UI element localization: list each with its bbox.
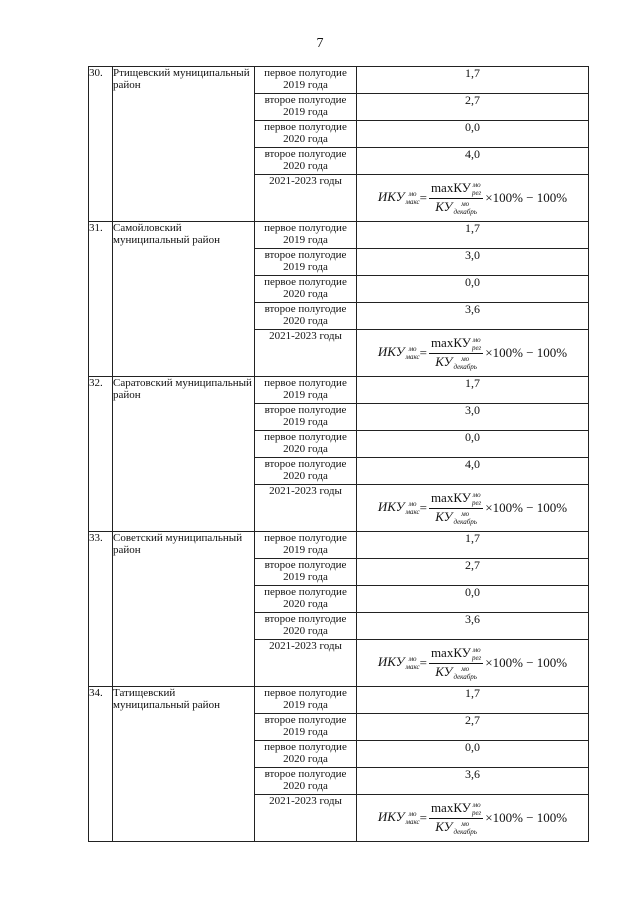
formula-equals: = <box>419 345 427 360</box>
municipality-name: Татищевский муниципальный район <box>113 687 255 842</box>
period-label: первое полугодие 2020 года <box>255 276 357 303</box>
index-value: 3,6 <box>357 768 589 795</box>
formula-lhs-superscript: мо <box>408 655 417 663</box>
period-label: первое полугодие 2019 года <box>255 67 357 94</box>
formula-tail: ×100% − 100% <box>485 810 568 825</box>
formula-denominator-indices <box>453 820 477 836</box>
index-value: 2,7 <box>357 559 589 586</box>
formula-denominator-indices <box>453 355 477 371</box>
formula-denominator-base: КУ <box>435 508 453 524</box>
table-row <box>89 222 589 249</box>
municipality-name: Самойловский муниципальный район <box>113 222 255 377</box>
index-value: 1,7 <box>357 532 589 559</box>
municipality-name: Ртищевский муниципальный район <box>113 67 255 222</box>
row-number: 30. <box>89 67 113 222</box>
formula-numerator-subscript: рег <box>471 808 482 817</box>
table-row <box>89 532 589 559</box>
period-label: второе полугодие 2019 года <box>255 94 357 121</box>
formula-equals: = <box>419 190 427 205</box>
table-row <box>89 687 589 714</box>
formula-numerator-indices <box>472 336 481 352</box>
period-label: второе полугодие 2019 года <box>255 559 357 586</box>
formula-lhs-base: ИКУ <box>377 188 405 204</box>
formula-numerator <box>429 801 483 819</box>
period-label: первое полугодие 2019 года <box>255 222 357 249</box>
municipality-name: Советский муниципальный район <box>113 532 255 687</box>
formula-numerator-subscript: рег <box>471 343 482 352</box>
formula-lhs-indices <box>406 810 420 826</box>
formula-lhs-subscript: макс <box>405 353 420 361</box>
formula-denominator <box>435 354 477 371</box>
period-label: первое полугодие 2020 года <box>255 121 357 148</box>
formula-lhs-indices <box>406 500 420 516</box>
index-value: 3,0 <box>357 249 589 276</box>
page-number: 7 <box>316 36 324 51</box>
municipality-name: Саратовский муниципальный район <box>113 377 255 532</box>
formula-lhs <box>378 345 420 361</box>
formula-numerator-subscript: рег <box>471 188 482 197</box>
index-value: 0,0 <box>357 431 589 458</box>
formula-tail: ×100% − 100% <box>485 500 568 515</box>
formula <box>357 175 588 221</box>
formula-denominator-subscript: декабрь <box>453 362 477 371</box>
formula-fraction <box>429 491 483 526</box>
formula-numerator <box>429 181 483 199</box>
formula-denominator-superscript: мо <box>461 509 470 518</box>
formula-lhs-indices <box>406 655 420 671</box>
formula-numerator <box>429 336 483 354</box>
formula-numerator <box>429 646 483 664</box>
formula-lhs-base: ИКУ <box>377 653 405 669</box>
formula-denominator-indices <box>453 665 477 681</box>
formula-fraction <box>429 336 483 371</box>
period-label: первое полугодие 2019 года <box>255 532 357 559</box>
formula-lhs-base: ИКУ <box>377 808 405 824</box>
formula-numerator-indices <box>472 801 481 817</box>
row-number: 34. <box>89 687 113 842</box>
tariff-table <box>88 66 589 842</box>
formula-numerator-superscript: мо <box>472 335 481 344</box>
formula-numerator <box>429 491 483 509</box>
index-value: 4,0 <box>357 148 589 175</box>
index-value: 2,7 <box>357 94 589 121</box>
period-label: первое полугодие 2019 года <box>255 687 357 714</box>
period-label: второе полугодие 2020 года <box>255 148 357 175</box>
formula-lhs <box>378 655 420 671</box>
period-label: первое полугодие 2020 года <box>255 741 357 768</box>
period-label: 2021-2023 годы <box>255 485 357 532</box>
formula-denominator-base: КУ <box>435 663 453 679</box>
formula-lhs-indices <box>406 345 420 361</box>
row-number: 32. <box>89 377 113 532</box>
formula-tail: ×100% − 100% <box>485 190 568 205</box>
formula-numerator-base: maxКУ <box>430 799 471 815</box>
formula-lhs-subscript: макс <box>405 508 420 516</box>
formula-lhs-subscript: макс <box>405 818 420 826</box>
formula-numerator-superscript: мо <box>472 800 481 809</box>
formula-denominator-subscript: декабрь <box>453 517 477 526</box>
period-label: второе полугодие 2020 года <box>255 303 357 330</box>
period-label: второе полугодие 2020 года <box>255 768 357 795</box>
formula-numerator-indices <box>472 646 481 662</box>
formula-numerator-superscript: мо <box>472 180 481 189</box>
index-value: 0,0 <box>357 121 589 148</box>
formula-numerator-subscript: рег <box>471 653 482 662</box>
formula-cell <box>357 795 589 842</box>
formula-denominator-indices <box>453 510 477 526</box>
index-value: 1,7 <box>357 687 589 714</box>
period-label: первое полугодие 2020 года <box>255 431 357 458</box>
row-number: 31. <box>89 222 113 377</box>
period-label: первое полугодие 2020 года <box>255 586 357 613</box>
period-label: 2021-2023 годы <box>255 795 357 842</box>
formula-lhs <box>378 810 420 826</box>
index-value: 1,7 <box>357 377 589 404</box>
formula-lhs-base: ИКУ <box>377 343 405 359</box>
period-label: 2021-2023 годы <box>255 330 357 377</box>
formula-lhs-superscript: мо <box>408 500 417 508</box>
formula-lhs-superscript: мо <box>408 810 417 818</box>
index-value: 2,7 <box>357 714 589 741</box>
formula-lhs-subscript: макс <box>405 663 420 671</box>
row-number: 33. <box>89 532 113 687</box>
formula-denominator <box>435 819 477 836</box>
formula <box>357 485 588 531</box>
index-value: 4,0 <box>357 458 589 485</box>
formula-numerator-superscript: мо <box>472 490 481 499</box>
formula-cell <box>357 330 589 377</box>
period-label: второе полугодие 2020 года <box>255 613 357 640</box>
formula-fraction <box>429 646 483 681</box>
period-label: 2021-2023 годы <box>255 175 357 222</box>
formula-lhs-superscript: мо <box>408 190 417 198</box>
formula-lhs <box>378 190 420 206</box>
formula-lhs-base: ИКУ <box>377 498 405 514</box>
formula-lhs-superscript: мо <box>408 345 417 353</box>
formula-lhs <box>378 500 420 516</box>
formula-numerator-base: maxКУ <box>430 179 471 195</box>
index-value: 3,6 <box>357 303 589 330</box>
index-value: 1,7 <box>357 67 589 94</box>
index-value: 0,0 <box>357 586 589 613</box>
period-label: второе полугодие 2019 года <box>255 714 357 741</box>
formula-cell <box>357 485 589 532</box>
formula-denominator-superscript: мо <box>461 819 470 828</box>
formula-numerator-subscript: рег <box>471 498 482 507</box>
formula-numerator-indices <box>472 491 481 507</box>
index-value: 3,6 <box>357 613 589 640</box>
index-value: 3,0 <box>357 404 589 431</box>
formula-denominator-base: КУ <box>435 198 453 214</box>
formula-numerator-superscript: мо <box>472 645 481 654</box>
formula-denominator-base: КУ <box>435 353 453 369</box>
formula-tail: ×100% − 100% <box>485 655 568 670</box>
formula-denominator-subscript: декабрь <box>453 672 477 681</box>
formula-equals: = <box>419 655 427 670</box>
formula-fraction <box>429 181 483 216</box>
formula-equals: = <box>419 500 427 515</box>
formula-numerator-indices <box>472 181 481 197</box>
index-value: 1,7 <box>357 222 589 249</box>
formula-lhs-subscript: макс <box>405 198 420 206</box>
formula-denominator-subscript: декабрь <box>453 207 477 216</box>
table-row <box>89 377 589 404</box>
formula-denominator-superscript: мо <box>461 354 470 363</box>
formula-denominator-superscript: мо <box>461 199 470 208</box>
formula-tail: ×100% − 100% <box>485 345 568 360</box>
period-label: 2021-2023 годы <box>255 640 357 687</box>
formula-numerator-base: maxКУ <box>430 489 471 505</box>
table-row <box>89 67 589 94</box>
formula-denominator-superscript: мо <box>461 664 470 673</box>
formula-denominator-base: КУ <box>435 818 453 834</box>
period-label: первое полугодие 2019 года <box>255 377 357 404</box>
formula <box>357 330 588 376</box>
index-value: 0,0 <box>357 276 589 303</box>
formula-denominator-indices <box>453 200 477 216</box>
formula <box>357 640 588 686</box>
formula-fraction <box>429 801 483 836</box>
formula-denominator <box>435 664 477 681</box>
formula-denominator <box>435 199 477 216</box>
formula-lhs-indices <box>406 190 420 206</box>
formula-equals: = <box>419 810 427 825</box>
period-label: второе полугодие 2019 года <box>255 249 357 276</box>
formula-numerator-base: maxКУ <box>430 334 471 350</box>
period-label: второе полугодие 2020 года <box>255 458 357 485</box>
formula-denominator-subscript: декабрь <box>453 827 477 836</box>
formula-denominator <box>435 509 477 526</box>
formula <box>357 795 588 841</box>
index-value: 0,0 <box>357 741 589 768</box>
formula-cell <box>357 175 589 222</box>
period-label: второе полугодие 2019 года <box>255 404 357 431</box>
tariff-table-body <box>89 67 589 842</box>
formula-cell <box>357 640 589 687</box>
formula-numerator-base: maxКУ <box>430 644 471 660</box>
